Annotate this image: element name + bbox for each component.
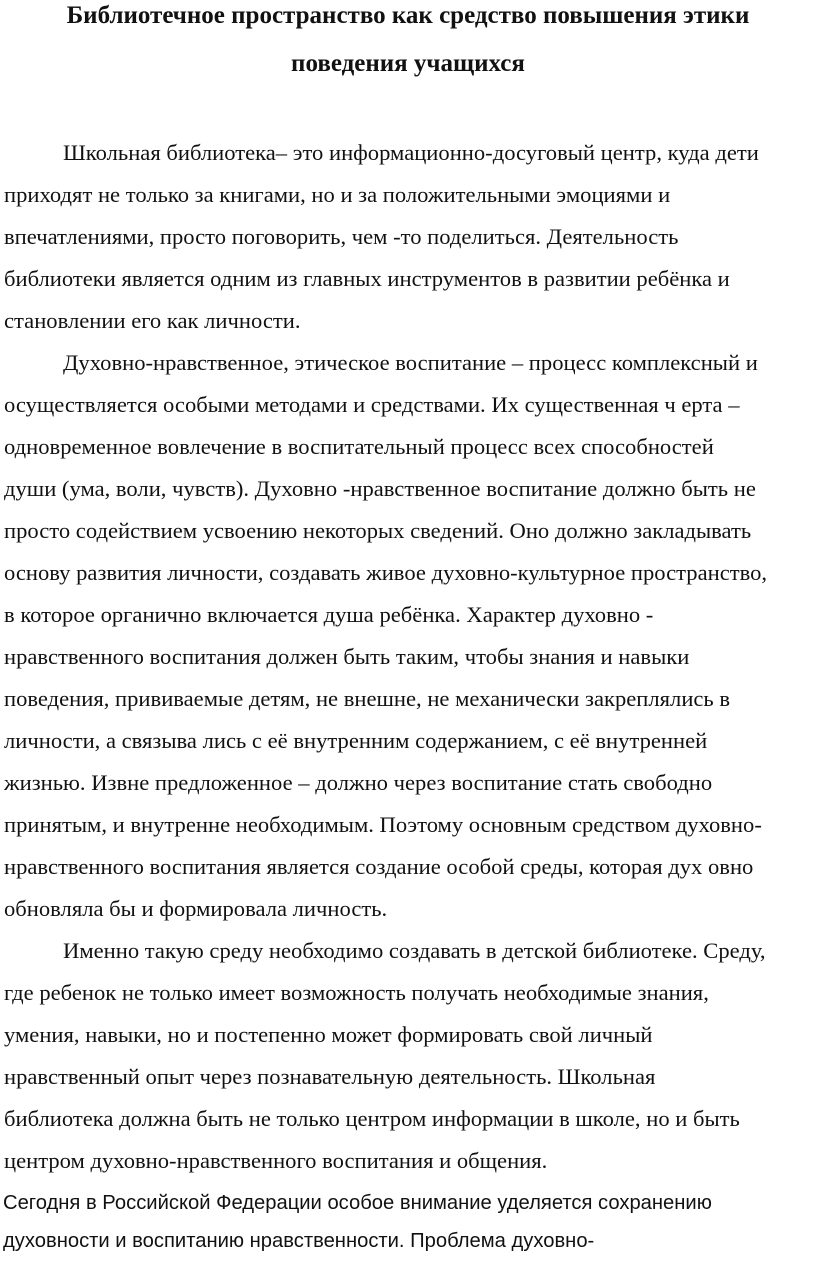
paragraph-2-line-4: души (ума, воли, чувств). Духовно -нравственное воспитание должно быть не (4, 476, 756, 501)
paragraph-2-line-13: нравственного воспитания является создание особой среды, которая дух овно (4, 854, 754, 879)
paragraph-1-line-4: библиотеки является одним из главных инструментов в развитии ребёнка и (4, 266, 730, 291)
paragraph-1-line-2: приходят не только за книгами, но и за положительными эмоциями и (4, 182, 671, 207)
paragraph-1-line-1: Школьная библиотека– это информационно-досуговый центр, куда дети (63, 140, 759, 165)
paragraph-2-line-5: просто содействием усвоению некоторых сведений. Оно должно закладывать (4, 518, 752, 543)
paragraph-2-line-12: принятым, и внутренне необходимым. Поэтому основным средством духовно- (4, 812, 762, 837)
paragraph-3-line-3: умения, навыки, но и постепенно может формировать свой личный (4, 1022, 653, 1047)
paragraph-2-line-3: одновременное вовлечение в воспитательный процесс всех способностей (4, 434, 714, 459)
paragraph-2-line-7: в которое органично включается душа ребёнка. Характер духовно - (4, 602, 654, 627)
paragraph-3-line-4: нравственный опыт через познавательную деятельность. Школьная (4, 1064, 656, 1089)
paragraph-2-line-1: Духовно-нравственное, этическое воспитание – процесс комплексный и (63, 350, 758, 375)
paragraph-3-line-5: библиотека должна быть не только центром информации в школе, но и быть (4, 1106, 740, 1131)
paragraph-3-line-2: где ребенок не только имеет возможность получать необходимые знания, (4, 980, 709, 1005)
paragraph-2-line-2: осуществляется особыми методами и средствами. Их существенная ч ерта – (4, 392, 740, 417)
paragraph-4-line-2: духовности и воспитанию нравственности. Проблема духовно- (3, 1230, 595, 1252)
paragraph-4-line-1: Сегодня в Российской Федерации особое внимание уделяется сохранению (3, 1192, 712, 1214)
document-title-line-1: Библиотечное пространство как средство повышения этики (66, 2, 750, 29)
paragraph-1-line-5: становлении его как личности. (4, 308, 301, 333)
paragraph-2-line-14: обновляла бы и формировала личность. (4, 896, 388, 921)
paragraph-2-line-6: основу развития личности, создавать живое духовно-культурное пространство, (4, 560, 768, 585)
document-title-line-2: поведения учащихся (291, 50, 525, 77)
paragraph-2-line-11: жизнью. Извне предложенное – должно через воспитание стать свободно (4, 770, 713, 795)
paragraph-2-line-8: нравственного воспитания должен быть таким, чтобы знания и навыки (4, 644, 690, 669)
paragraph-1-line-3: впечатлениями, просто поговорить, чем -то поделиться. Деятельность (4, 224, 679, 249)
paragraph-3-line-1: Именно такую среду необходимо создавать в детской библиотеке. Среду, (63, 938, 766, 963)
paragraph-2-line-10: личности, а связыва лись с её внутренним содержанием, с её внутренней (4, 728, 708, 753)
paragraph-3-line-6: центром духовно-нравственного воспитания и общения. (4, 1148, 548, 1173)
paragraph-2-line-9: поведения, прививаемые детям, не внешне, не механически закреплялись в (4, 686, 731, 711)
